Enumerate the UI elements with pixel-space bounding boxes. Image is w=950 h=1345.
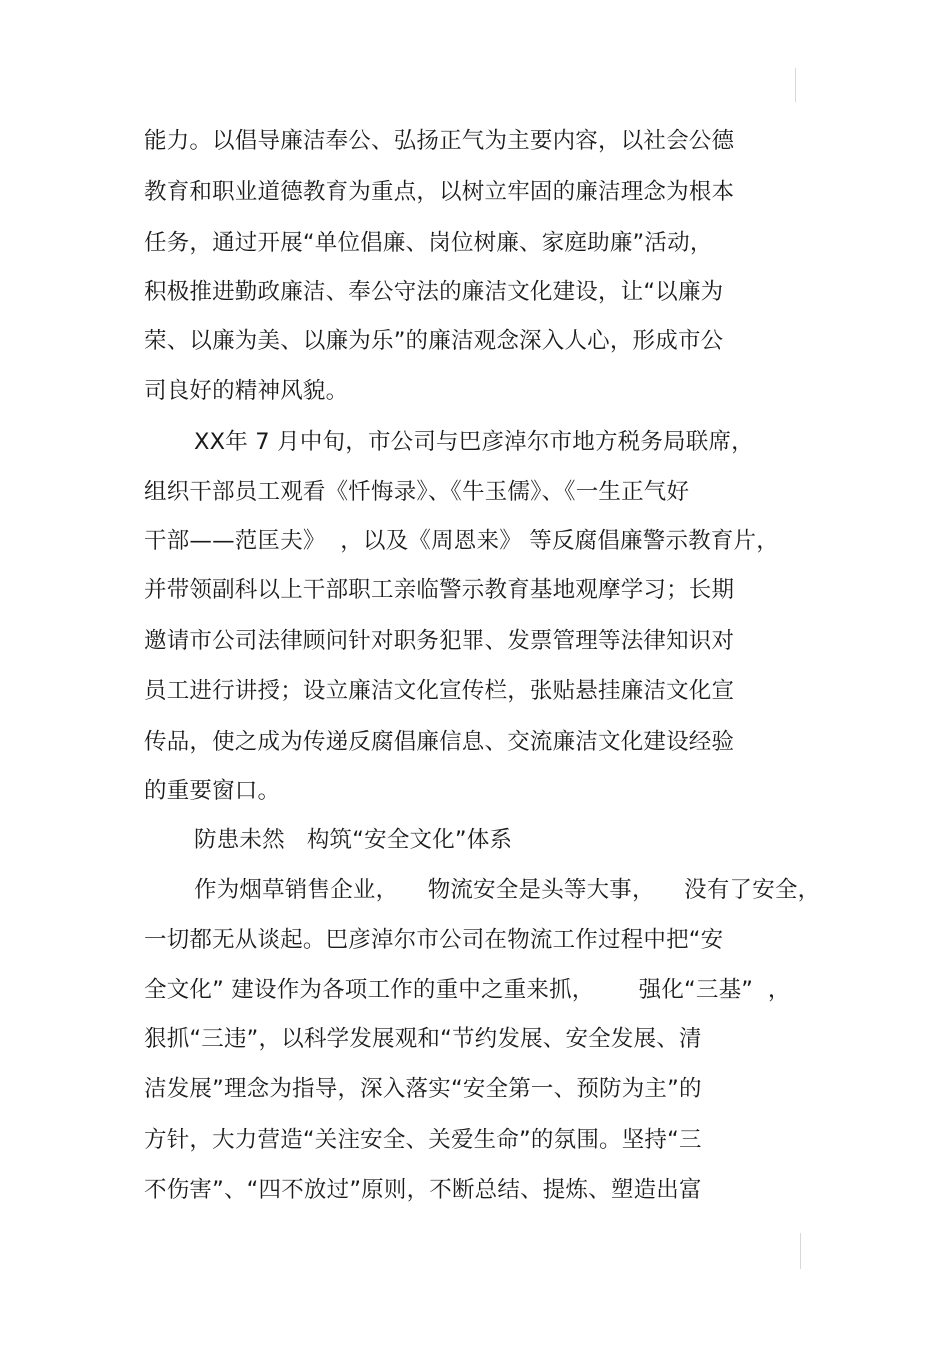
text-line: 狠抓“三违”，以科学发展观和“节约发展、安全发展、清 — [144, 1026, 702, 1052]
text-line: 任务，通过开展“单位倡廉、岗位树廉、家庭助廉”活动， — [144, 230, 713, 256]
text-line: XX年 7 月中旬，市公司与巴彦淖尔市地方税务局联席， — [194, 429, 754, 455]
text-line: 组织干部员工观看《忏悔录》、《牛玉儒》、《一生正气好 — [144, 479, 690, 505]
text-line: 干部——范匡夫》 ，以及《周恩来》 等反腐倡廉警示教育片， — [144, 528, 779, 554]
text-line: 员工进行讲授；设立廉洁文化宣传栏，张贴悬挂廉洁文化宣 — [144, 678, 735, 704]
text-line: 并带领副科以上干部职工亲临警示教育基地观摩学习；长期 — [144, 577, 735, 603]
text-line: 积极推进勤政廉洁、奉公守法的廉洁文化建设，让“以廉为 — [144, 279, 724, 305]
text-line: 能力。以倡导廉洁奉公、弘扬正气为主要内容，以社会公德 — [144, 128, 735, 154]
text-line: 作为烟草销售企业， 物流安全是头等大事， 没有了安全， — [194, 877, 821, 903]
text-line: 一切都无从谈起。巴彦淖尔市公司在物流工作过程中把“安 — [144, 927, 724, 953]
text-line: 邀请市公司法律顾问针对职务犯罪、发票管理等法律知识对 — [144, 628, 735, 654]
text-line: 不伤害”、“四不放过”原则，不断总结、提炼、塑造出富 — [144, 1177, 702, 1203]
text-line: 方针，大力营造“关注安全、关爱生命”的氛围。坚持“三 — [144, 1127, 702, 1153]
text-line: 洁发展”理念为指导，深入落实“安全第一、预防为主”的 — [144, 1076, 702, 1102]
text-line: 传品，使之成为传递反腐倡廉信息、交流廉洁文化建设经验 — [144, 729, 735, 755]
text-line: 司良好的精神风貌。 — [144, 378, 349, 404]
text-line: 荣、以廉为美、以廉为乐”的廉洁观念深入人心，形成市公 — [144, 328, 724, 354]
section-heading: 防患未然 构筑“安全文化”体系 — [194, 827, 513, 853]
margin-mark-bottom — [800, 1233, 801, 1269]
text-line: 全文化” 建设作为各项工作的重中之重来抓， 强化“三基” ， — [144, 977, 791, 1003]
margin-mark-top — [795, 68, 796, 102]
text-line: 的重要窗口。 — [144, 778, 281, 804]
text-line: 教育和职业道德教育为重点，以树立牢固的廉洁理念为根本 — [144, 179, 735, 205]
